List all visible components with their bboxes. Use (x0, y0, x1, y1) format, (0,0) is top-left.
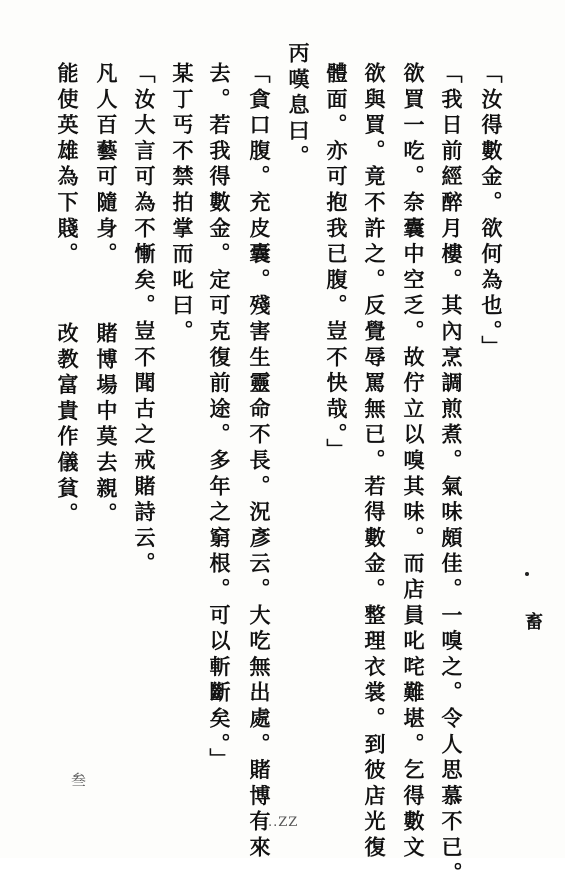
text-column-2: 「我日前經醉月樓。其內烹調煎煮。氣味頗佳。一嗅之。令人思慕不已。 (439, 62, 464, 888)
poem-line-1: 凡人百藝可隨身。 (94, 62, 119, 269)
text-column-5: 體面。亦可抱我已腹。豈不快哉。」 (324, 62, 349, 465)
text-column-4: 欲與買。竟不許之。反覺辱罵無已。若得數金。整理衣裳。到彼店光復 (362, 62, 387, 862)
poem-line-3: 能使英雄為下賤。 (55, 62, 80, 269)
page-dot (525, 572, 529, 576)
text-column-1: 「汝得數金。欲何為也。」 (479, 62, 504, 362)
text-column-8: 去。若我得數金。定可克復前途。多年之窮根。可以斬斷矣。」 (207, 62, 232, 774)
text-column-9: 某丁丐不禁拍掌而叱曰。 (170, 62, 195, 346)
page-marker: 畜 (522, 612, 543, 630)
text-column-10: 「汝大言可為不慚矣。豈不聞古之戒賭詩云。 (132, 62, 157, 578)
text-column-3: 欲買一吃。奈囊中空乏。故佇立以嗅其味。而店員叱咤難堪。乞得數文 (401, 62, 426, 862)
text-column-7: 「貪口腹。充皮囊。殘害生靈命不長。況彥云。大吃無出處。賭博有來 (247, 62, 272, 862)
edge-mark: 叁 (69, 772, 87, 787)
poem-line-4: 改教富貴作儀貧。 (55, 322, 80, 529)
text-column-6: 丙嘆息曰。 (286, 42, 311, 171)
poem-line-2: 賭博場中莫去親。 (94, 322, 119, 529)
scan-artifact-text: ..ZZ (268, 815, 299, 830)
